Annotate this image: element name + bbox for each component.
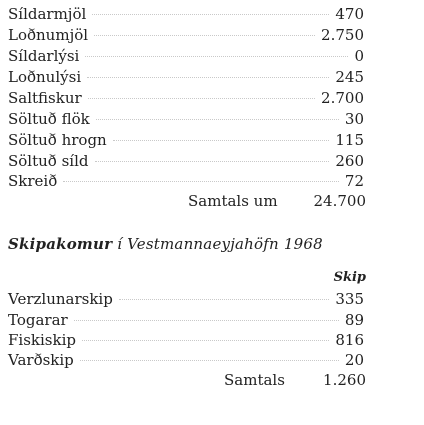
- total-label: Samtals um: [188, 192, 278, 210]
- export-total-row: [188, 191, 366, 211]
- row-value: 72: [344, 172, 364, 190]
- row-label: Síldarlýsi: [8, 47, 80, 65]
- dot-leader: [74, 319, 339, 321]
- row-label: Söltuð hrogn: [8, 131, 107, 149]
- dot-leader: [82, 339, 329, 341]
- table-row: [8, 67, 364, 87]
- table-row: [8, 151, 364, 171]
- dot-leader: [96, 118, 339, 120]
- section-title-bold: Skipakomur: [8, 235, 113, 253]
- row-label: Fiskiskip: [8, 331, 76, 349]
- row-value: 89: [344, 311, 364, 329]
- dot-leader: [94, 34, 315, 36]
- table-row: [8, 25, 364, 45]
- table-row: [8, 130, 364, 150]
- row-value: 260: [335, 152, 364, 170]
- table-row: [8, 310, 364, 330]
- row-value: 30: [344, 110, 364, 128]
- table-row: [8, 350, 364, 370]
- table-row: [8, 330, 364, 350]
- row-value: 2.700: [321, 89, 364, 107]
- section-title: [8, 234, 323, 254]
- row-label: Söltuð flök: [8, 110, 90, 128]
- dot-leader: [87, 76, 329, 78]
- row-label: Verzlunarskip: [8, 290, 113, 308]
- row-value: 470: [335, 5, 364, 23]
- column-header: Skip: [333, 270, 366, 285]
- row-value: 335: [335, 290, 364, 308]
- dot-leader: [80, 359, 339, 361]
- table-row: [8, 171, 364, 191]
- row-label: Loðnumjöl: [8, 26, 89, 44]
- row-label: Söltuð síld: [8, 152, 89, 170]
- dot-leader: [63, 180, 339, 182]
- dot-leader: [95, 160, 330, 162]
- table-row: [8, 46, 364, 66]
- table-row: [8, 289, 364, 309]
- row-value: 0: [354, 47, 364, 65]
- row-value: 20: [344, 351, 364, 369]
- table-row: [8, 109, 364, 129]
- row-label: Saltfiskur: [8, 89, 82, 107]
- row-label: Varðskip: [8, 351, 74, 369]
- row-value: 245: [335, 68, 364, 86]
- row-value: 2.750: [321, 26, 364, 44]
- row-label: Skreið: [8, 172, 58, 190]
- row-label: Togarar: [8, 311, 68, 329]
- dot-leader: [119, 298, 330, 300]
- table-row: [8, 4, 364, 24]
- total-value: 1.260: [323, 371, 366, 389]
- ship-total-row: [224, 370, 366, 390]
- row-label: Loðnulýsi: [8, 68, 82, 86]
- row-value: 115: [335, 131, 364, 149]
- dot-leader: [85, 55, 348, 57]
- row-label: Síldarmjöl: [8, 5, 87, 23]
- section-title-rest: í Vestmannaeyjahöfn 1968: [112, 235, 323, 253]
- dot-leader: [113, 139, 330, 141]
- dot-leader: [92, 13, 329, 15]
- row-value: 816: [335, 331, 364, 349]
- total-value: 24.700: [313, 192, 366, 210]
- total-label: Samtals: [224, 371, 285, 389]
- dot-leader: [88, 97, 315, 99]
- table-row: [8, 88, 364, 108]
